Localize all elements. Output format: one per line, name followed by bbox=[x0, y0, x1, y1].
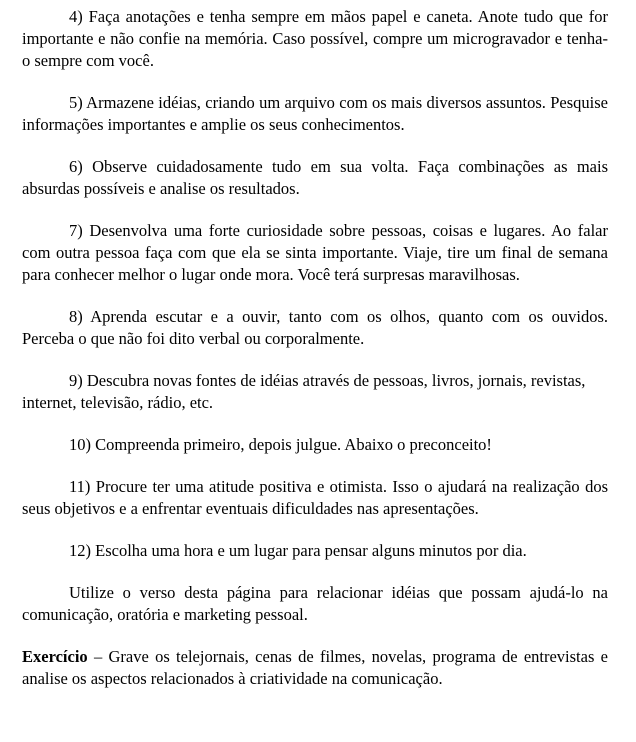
tip-6-paragraph: 6) Observe cuidadosamente tudo em sua volta. Faça combinações as mais absurdas possíveis e analise os resultados. bbox=[22, 157, 608, 198]
tip-7-paragraph: 7) Desenvolva uma forte curiosidade sobre pessoas, coisas e lugares. Ao falar com outra pessoa faça com que ela se sinta importante. Viaje, tire um final de semana para conhecer melhor o lugar onde mora. Você terá surpresas maravilhosas. bbox=[22, 221, 608, 284]
tip-11-paragraph: 11) Procure ter uma atitude positiva e otimista. Isso o ajudará na realização dos seus objetivos e a enfrentar eventuais dificuldades nas apresentações. bbox=[22, 477, 608, 518]
tip-5-paragraph: 5) Armazene idéias, criando um arquivo com os mais diversos assuntos. Pesquise informações importantes e amplie os seus conhecimentos. bbox=[22, 93, 608, 134]
tip-8-paragraph: 8) Aprenda escutar e a ouvir, tanto com os olhos, quanto com os ouvidos. Perceba o que não foi dito verbal ou corporalmente. bbox=[22, 307, 608, 348]
tip-9-paragraph: 9) Descubra novas fontes de idéias através de pessoas, livros, jornais, revistas, internet, televisão, rádio, etc. bbox=[22, 371, 586, 412]
exercise-text: – Grave os telejornais, cenas de filmes, novelas, programa de entrevistas e analise os aspectos relacionados à criatividade na comunicação. bbox=[22, 647, 608, 688]
tip-12-paragraph: 12) Escolha uma hora e um lugar para pensar alguns minutos por dia. bbox=[69, 541, 527, 560]
exercise-paragraph bbox=[22, 646, 608, 690]
verso-note-paragraph: Utilize o verso desta página para relacionar idéias que possam ajudá-lo na comunicação, oratória e marketing pessoal. bbox=[22, 583, 608, 624]
tip-4-paragraph: 4) Faça anotações e tenha sempre em mãos papel e caneta. Anote tudo que for importante e não confie na memória. Caso possível, compre um microgravador e tenha-o sempre com você. bbox=[22, 7, 608, 70]
tip-10-paragraph: 10) Compreenda primeiro, depois julgue. Abaixo o preconceito! bbox=[69, 435, 492, 454]
document-page bbox=[22, 6, 608, 690]
exercise-label: Exercício bbox=[22, 647, 88, 666]
